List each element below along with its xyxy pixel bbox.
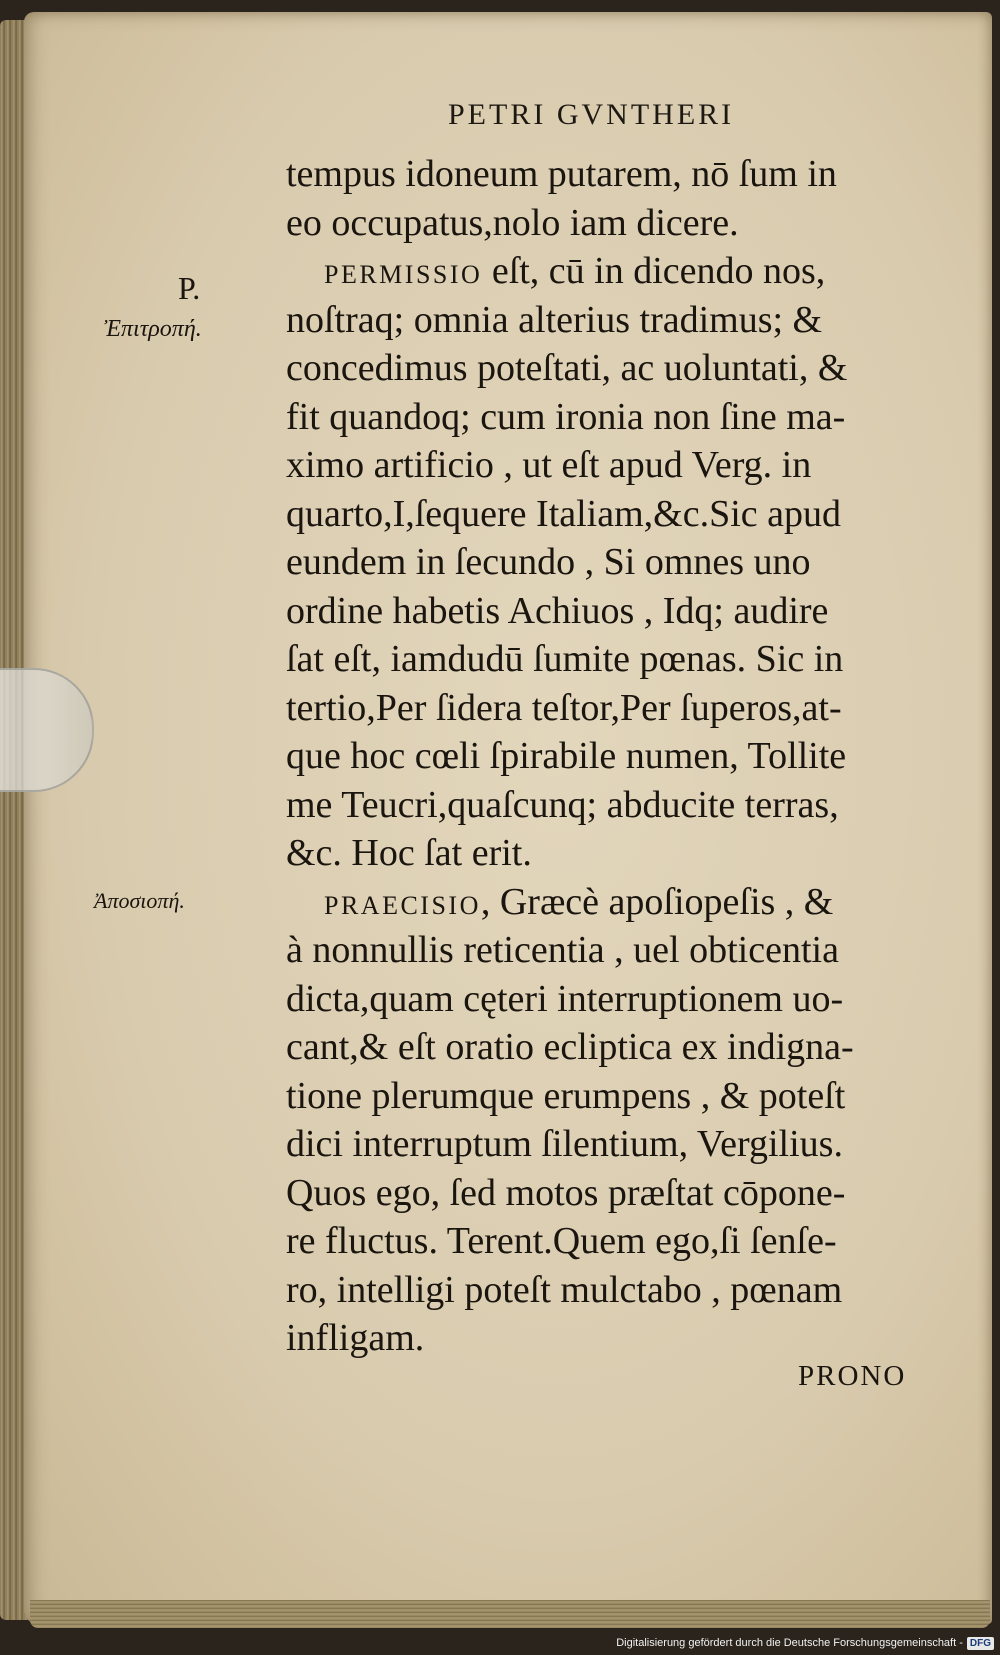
text-segment: concedimus poteſtati, ac uoluntati, &: [286, 347, 848, 389]
body-text: [286, 150, 966, 1363]
book-bottom-edge: [30, 1600, 990, 1628]
text-segment: infligam.: [286, 1317, 425, 1359]
text-segment: dici interruptum ſilentium, Vergilius.: [286, 1123, 843, 1165]
digitization-credit: [616, 1634, 994, 1652]
text-segment: [286, 250, 324, 292]
text-segment: fit quandoq; cum ironia non ſine ma-: [286, 395, 846, 438]
text-line: [286, 441, 966, 490]
running-head: PETRI GVNTHERI: [448, 98, 735, 131]
margin-note-letter: P.: [178, 270, 201, 306]
text-line: [286, 538, 966, 587]
text-line: [286, 1120, 966, 1169]
text-line: [286, 732, 966, 781]
text-segment: que hoc cœli ſpirabile numen, Tollite: [286, 735, 847, 777]
text-segment: quarto,I,ſequere Italiam,&c.Sic apud: [286, 492, 842, 535]
text-line: [286, 199, 966, 248]
text-segment: , Græcè apoſiopeſis , &: [480, 880, 834, 923]
text-line: [286, 1217, 966, 1266]
text-segment: &c. Hoc ſat erit.: [286, 832, 532, 874]
text-segment: eo occupatus,nolo iam dicere.: [286, 201, 739, 244]
text-segment: tempus idoneum putarem, nō ſum in: [286, 153, 837, 195]
section-keyword: PRAECISIO: [324, 890, 481, 920]
text-line: [286, 1023, 966, 1072]
text-segment: me Teucri,quaſcunq; abducite terras,: [286, 783, 839, 826]
text-line: [286, 587, 966, 636]
text-line: [286, 296, 966, 345]
text-segment: eundem in ſecundo , Si omnes uno: [286, 541, 811, 583]
text-line: [286, 393, 966, 442]
text-line: [286, 150, 966, 199]
text-line: [286, 344, 966, 393]
text-line: [286, 926, 966, 975]
text-segment: ſat eſt, iamdudū ſumite pœnas. Sic in: [286, 638, 844, 680]
text-line: [286, 878, 966, 927]
margin-note-aposiopesis: Ἀποσιοπή.: [94, 888, 185, 913]
text-line: [286, 829, 966, 878]
text-segment: dicta,quam cęteri interruptionem uo-: [286, 977, 844, 1020]
text-segment: noſtraq; omnia alterius tradimus; &: [286, 298, 823, 341]
text-line: [286, 490, 966, 539]
text-segment: eſt, cū in dicendo nos,: [482, 250, 826, 292]
text-line: [286, 635, 966, 684]
text-line: [286, 684, 966, 733]
text-segment: ximo artificio , ut eſt apud Verg. in: [286, 444, 812, 486]
text-line: [286, 781, 966, 830]
credit-text: Digitalisierung gefördert durch die Deutsche Forschungsgemeinschaft -: [616, 1637, 963, 1649]
text-segment: [286, 881, 324, 923]
text-segment: cant,& eſt oratio ecliptica ex indigna-: [286, 1026, 854, 1068]
text-line: [286, 247, 966, 296]
text-segment: à nonnullis reticentia , uel obticentia: [286, 929, 839, 971]
text-segment: tione plerumque erumpens , & poteſt: [286, 1074, 846, 1117]
section-keyword: PERMISSIO: [324, 260, 483, 289]
text-segment: ordine habetis Achiuos , Idq; audire: [286, 589, 829, 632]
text-line: [286, 1314, 966, 1363]
text-segment: Quos ego, ſed motos præſtat cōpone-: [286, 1171, 846, 1214]
text-line: [286, 1266, 966, 1315]
text-line: [286, 1169, 966, 1218]
text-segment: ro, intelligi poteſt mulctabo , pœnam: [286, 1268, 843, 1311]
margin-note-epitrope: Ἐπιτροπή.: [104, 316, 202, 342]
catchword: PRONO: [798, 1360, 907, 1392]
dfg-logo: DFG: [967, 1637, 994, 1650]
text-line: [286, 1072, 966, 1121]
text-segment: tertio,Per ſidera teſtor,Per ſuperos,at-: [286, 686, 842, 729]
text-line: [286, 975, 966, 1024]
text-segment: re fluctus. Terent.Quem ego,ſi ſenſe-: [286, 1220, 837, 1262]
